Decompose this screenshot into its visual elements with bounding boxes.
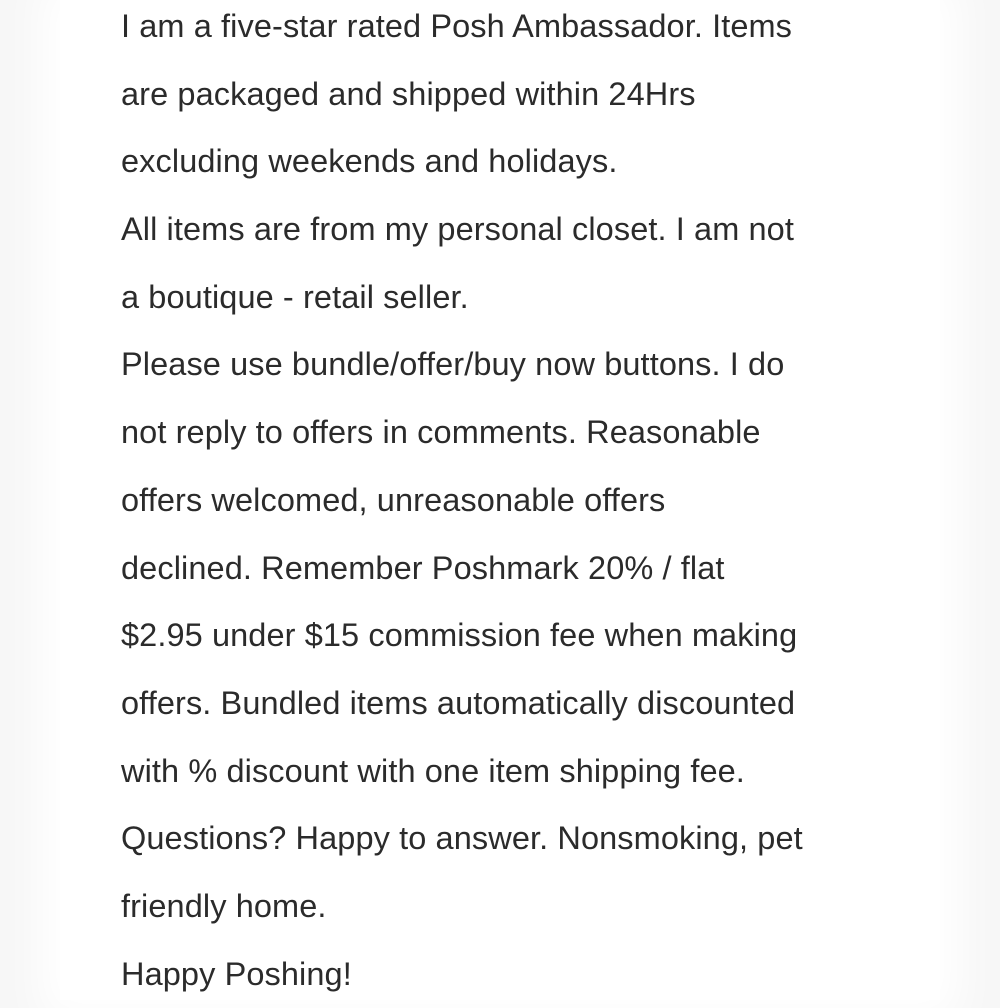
- description-line: not reply to offers in comments. Reasonable: [121, 414, 761, 451]
- listing-description: [121, 0, 921, 1008]
- description-line: Please use bundle/offer/buy now buttons. I do: [121, 346, 785, 383]
- description-line: a boutique - retail seller.: [121, 278, 469, 315]
- description-line: Happy Poshing!: [121, 955, 352, 992]
- description-line: All items are from my personal closet. I am not: [121, 211, 794, 248]
- description-line: $2.95 under $15 commission fee when making: [121, 617, 798, 654]
- description-line: excluding weekends and holidays.: [121, 143, 618, 180]
- description-line: with % discount with one item shipping fee.: [121, 752, 745, 789]
- description-line: Questions? Happy to answer. Nonsmoking, pet: [121, 820, 803, 857]
- description-line: offers welcomed, unreasonable offers: [121, 481, 666, 518]
- description-line: declined. Remember Poshmark 20% / flat: [121, 549, 725, 586]
- description-line: friendly home.: [121, 887, 327, 924]
- description-line: are packaged and shipped within 24Hrs: [121, 75, 696, 112]
- description-line: I am a five-star rated Posh Ambassador. Items: [121, 8, 793, 44]
- description-line: offers. Bundled items automatically discounted: [121, 684, 796, 721]
